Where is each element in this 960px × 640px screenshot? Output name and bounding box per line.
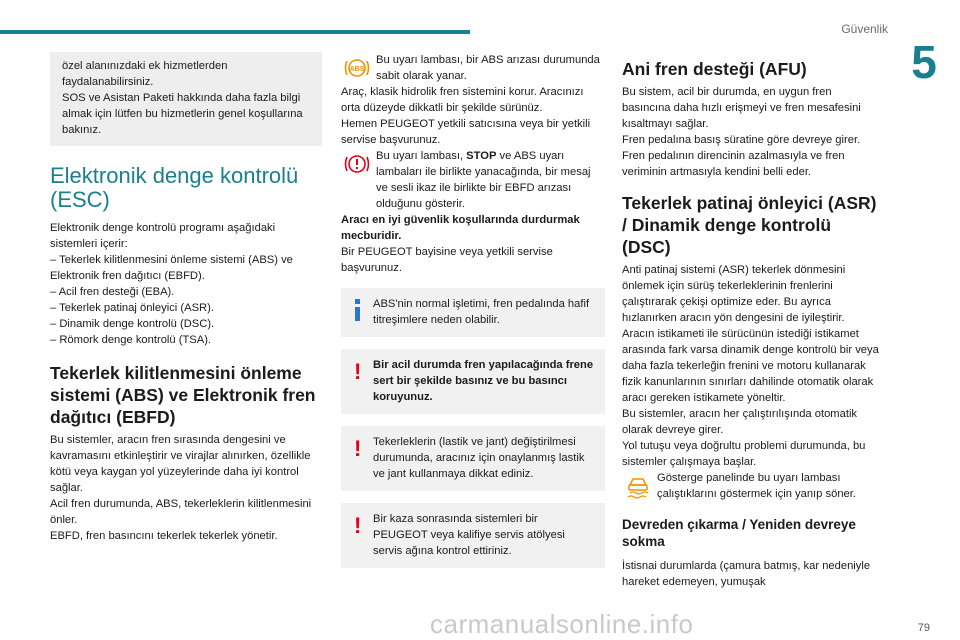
column-middle [341, 52, 605, 568]
dsc-lamp-block [622, 470, 882, 502]
warning-box-3-text: Bir kaza sonrasında sistemleri bir PEUGEOT veya kalifiye servis atölyesi servis ağına kontrol ettiriniz. [373, 513, 565, 557]
afu-body: Bu sistem, acil bir durumda, en uygun fren basıncına daha hızlı erişmeyi ve fren mesafesini kısaltmayı sağlar. Fren pedalına basış süratine göre devreye girer. Fren pedalının direncinin azalmasıyla ve fren veriminin artmasıyla kendini belli eder. [622, 86, 861, 178]
asr-heading: Tekerlek patinaj önleyici (ASR) / Dinamik denge kontrolü (DSC) [622, 193, 877, 257]
abs-lamp-block [341, 52, 605, 84]
info-box [341, 288, 605, 337]
watermark: carmanualsonline.info [430, 609, 694, 639]
warning-box-2-text: Tekerleklerin (lastik ve jant) değiştirilmesi durumunda, aracınız için onaylanmış lastik ve jant kullanmaya dikkat ediniz. [373, 436, 585, 480]
asr-body: Anti patinaj sistemi (ASR) tekerlek dönmesini önlemek için sürüş tekerleklerinin frenlerini çalıştırarak çekişi optimize eder. Bu ayrıca hızlanırken aracın yön dengesini de iyileştirir. Aracın istikameti ile sürücünün istediği istikamet arasında fark varsa dinamik denge kontrolü bir veya daha fazla tekerleğin frenini ve motoru kullanarak fizik kanunlarının sınırları dahilinde otomatik olarak aracı gereken istikamete yöneltir. Bu sistemler, aracın her çalıştırılışında otomatik olarak devreye girer. Yol tutuşu veya doğrultu problemi durumunda, bu sistemler çalışmaya başlar. [622, 264, 879, 468]
page-number: 79 [917, 622, 930, 634]
abs-lamp-text: Bu uyarı lambası, bir ABS arızası durumunda sabit olarak yanar. [376, 54, 600, 82]
exclamation-warning-icon: ! [354, 359, 362, 384]
warning-box-3 [341, 503, 605, 568]
stop-lamp-block [341, 148, 605, 212]
info-icon [355, 299, 360, 321]
chapter-number: 5 [911, 36, 937, 88]
stop-lamp-text: Bu uyarı lambası, STOP ve ABS uyarı lambaları ile birlikte yanacağında, bir mesaj ve sesli ikaz ile birlikte bir EBFD arızası olduğunu gösterir. [376, 150, 591, 210]
svg-text:ABS: ABS [349, 66, 365, 73]
warning-box-1 [341, 349, 605, 414]
column-right [622, 52, 882, 590]
note-box [50, 52, 322, 146]
info-box-text: ABS'nin normal işletimi, fren pedalında hafif titreşimlere neden olabilir. [373, 298, 590, 326]
afu-heading: Ani fren desteği (AFU) [622, 59, 807, 79]
deactivation-heading: Devreden çıkarma / Yeniden devreye sokma [622, 517, 856, 549]
dsc-lamp-text: Gösterge panelinde bu uyarı lambası çalıştıklarını göstermek için yanıp söner. [657, 472, 856, 500]
stop-bold-line: Aracı en iyi güvenlik koşullarında durdurmak mecburidir. [341, 214, 580, 242]
esc-heading: Elektronik denge kontrolü (ESC) [50, 163, 299, 212]
abs-heading: Tekerlek kilitlenmesini önleme sistemi (ABS) ve Elektronik fren dağıtıcı (EBFD) [50, 363, 316, 427]
header-accent-bar [0, 30, 470, 34]
warning-box-2 [341, 426, 605, 491]
deactivation-body: İstisnai durumlarda (çamura batmış, kar nedeniyle hareket edemeyen, yumuşak [622, 560, 871, 588]
column-left [50, 52, 322, 544]
warning-box-1-text: Bir acil durumda fren yapılacağında frene sert bir şekilde basınız ve bu basıncı koruyunuz. [373, 359, 594, 403]
esc-body: Elektronik denge kontrolü programı aşağıdaki sistemleri içerir: – Tekerlek kilitlenmesini önleme sistemi (ABS) ve Elektronik fren dağıtıcı (EBFD). – Acil fren desteği (EBA). – Tekerlek patinaj önleyici (ASR). – Dinamik denge kontrolü (DSC). – Römork denge kontrolü (TSA). [50, 222, 293, 346]
exclamation-warning-icon: ! [354, 436, 362, 461]
abs-lamp-follow: Araç, klasik hidrolik fren sistemini korur. Aracınızı orta düzeyde dikkatli bir şekilde sürünüz. Hemen PEUGEOT yetkili satıcısına veya bir yetkili servise başvurunuz. [341, 86, 591, 146]
exclamation-warning-icon: ! [354, 513, 362, 538]
note-box-text: özel alanınızdaki ek hizmetlerden faydalanabilirsiniz. SOS ve Asistan Paketi hakkında daha fazla bilgi almak için lütfen bu hizmetlerin genel koşullarına bakınız. [62, 60, 303, 136]
stop-follow: Bir PEUGEOT bayisine veya yetkili servise başvurunuz. [341, 246, 553, 274]
section-label: Güvenlik [841, 22, 888, 36]
abs-body: Bu sistemler, aracın fren sırasında dengesini ve kavramasını etkinleştirir ve virajlar alınırken, özellikle kötü veya kaygan yol yüzeylerinde daha iyi kontrol sağlar. Acil fren durumunda, ABS, tekerleklerin kilitlenmesini önler. EBFD, fren basıncını tekerlek tekerlek yönetir. [50, 434, 312, 542]
